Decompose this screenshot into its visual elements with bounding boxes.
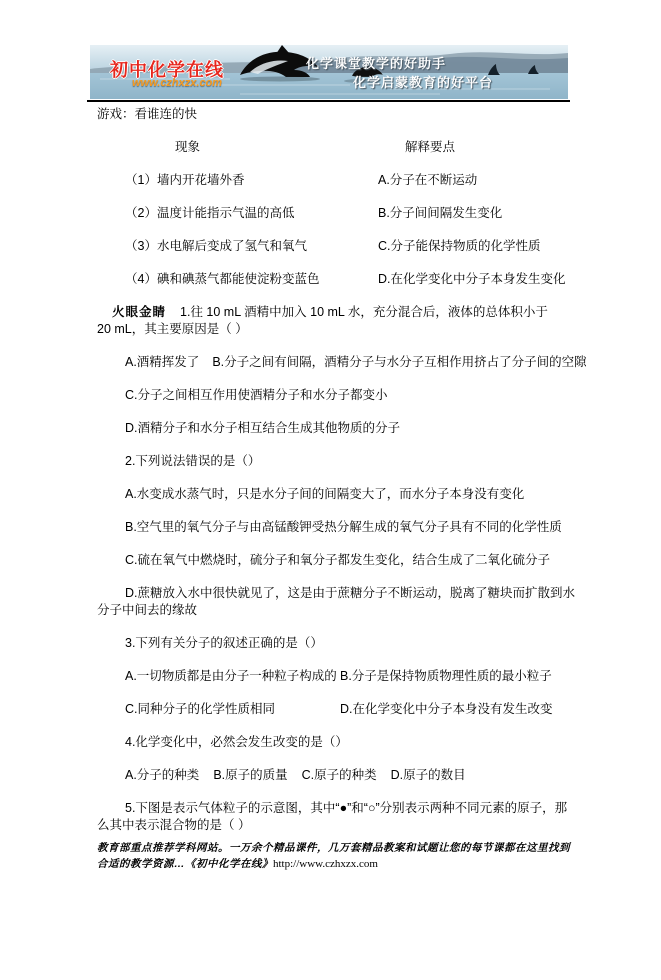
q2-option-b: B.空气里的氧气分子与由高锰酸钾受热分解生成的氧气分子具有不同的化学性质 <box>125 520 562 534</box>
q2-stem: 2.下列说法错误的是（） <box>125 454 261 468</box>
match-header-phenomenon: 现象 <box>175 140 201 154</box>
match-item-left: （4）碘和碘蒸气都能使淀粉变蓝色 <box>125 272 320 286</box>
q1-option-c: C.分子之间相互作用使酒精分子和水分子都变小 <box>125 388 388 402</box>
match-item-right: D.在化学变化中分子本身发生变化 <box>378 272 566 286</box>
match-item-left: （1）墙内开花墙外香 <box>125 173 245 187</box>
site-url-text: www.czhxzx.com <box>132 77 223 89</box>
match-row-3 <box>97 238 575 255</box>
q4-option-a: A.分子的种类 <box>125 768 200 782</box>
q4-options <box>97 767 575 784</box>
site-banner <box>87 45 570 102</box>
match-item-right: C.分子能保持物质的化学性质 <box>378 239 541 253</box>
q3-options-ab <box>97 668 575 685</box>
q3-option-c: C.同种分子的化学性质相同 <box>125 702 276 716</box>
footer-promo-text: 教育部重点推荐学科网站。一万余个精品课件，几万套精品教案和试题让您的每节课都在这里找到合适的教学资源…《初中化学在线》 <box>97 842 570 870</box>
q3-options-cd <box>97 701 575 718</box>
q3-option-b: B.分子是保持物质物理性质的最小粒子 <box>340 669 552 683</box>
q4-option-b: B.原子的质量 <box>213 768 288 782</box>
q2-option-a: A.水变成水蒸气时，只是水分子间的间隔变大了，而水分子本身没有变化 <box>125 487 525 501</box>
match-header-explanation: 解释要点 <box>405 140 456 154</box>
match-row-1 <box>97 172 575 189</box>
banner-slogan-top: 化学课堂教学的好助手 <box>306 56 447 71</box>
footer-site-url: http://www.czhxzx.com <box>273 858 378 870</box>
q4-option-c: C.原子的种类 <box>301 768 377 782</box>
q1-option-b: B.分子之间有间隔，酒精分子与水分子互相作用挤占了分子间的空隙 <box>212 355 587 369</box>
match-row-4 <box>97 271 575 288</box>
match-item-left: （3）水电解后变成了氢气和氧气 <box>125 239 307 253</box>
q2-option-c: C.硫在氧气中燃烧时，硫分子和氧分子都发生变化，结合生成了二氧化硫分子 <box>125 553 551 567</box>
worksheet-page <box>0 45 661 980</box>
q3-option-d: D.在化学变化中分子本身没有发生改变 <box>340 702 553 716</box>
match-item-left: （2）温度计能指示气温的高低 <box>125 206 295 220</box>
q1-stem-text: 1.往 10 mL 酒精中加入 10 mL 水，充分混合后，液体的总体积小于 20 mL，其主要原因是（ ） <box>97 305 548 336</box>
match-row-2 <box>97 205 575 222</box>
q2-option-d: D.蔗糖放入水中很快就见了，这是由于蔗糖分子不断运动，脱离了糖块而扩散到水分子中间去的缘故 <box>97 586 576 617</box>
match-header-row <box>97 139 575 156</box>
q4-stem: 4.化学变化中，必然会发生改变的是（） <box>125 735 348 749</box>
match-item-right: A.分子在不断运动 <box>378 173 478 187</box>
q4-option-d: D.原子的数目 <box>390 768 466 782</box>
page-footer <box>97 840 575 872</box>
match-item-right: B.分子间间隔发生变化 <box>378 206 503 220</box>
q1-option-d: D.酒精分子和水分子相互结合生成其他物质的分子 <box>125 421 401 435</box>
q1-options-ab <box>97 354 587 371</box>
banner-image <box>90 45 568 99</box>
q5-stem: 5.下图是表示气体粒子的示意图，其中“●”和“○”分别表示两种不同元素的原子，那么其中表示混合物的是（ ） <box>97 801 568 832</box>
q3-stem: 3.下列有关分子的叙述正确的是（） <box>125 636 323 650</box>
q1-stem <box>97 304 565 338</box>
document-content <box>97 102 587 834</box>
banner-slogan-bottom: 化学启蒙教育的好平台 <box>353 75 494 90</box>
q1-option-a: A.酒精挥发了 <box>125 355 200 369</box>
game-title: 游戏：看谁连的快 <box>97 107 198 121</box>
site-name-logo: 初中化学在线 <box>110 60 224 80</box>
q3-option-a: A.一切物质都是由分子一种粒子构成的 <box>125 669 337 683</box>
section-label-sharp-eyes: 火眼金睛 <box>112 305 167 319</box>
